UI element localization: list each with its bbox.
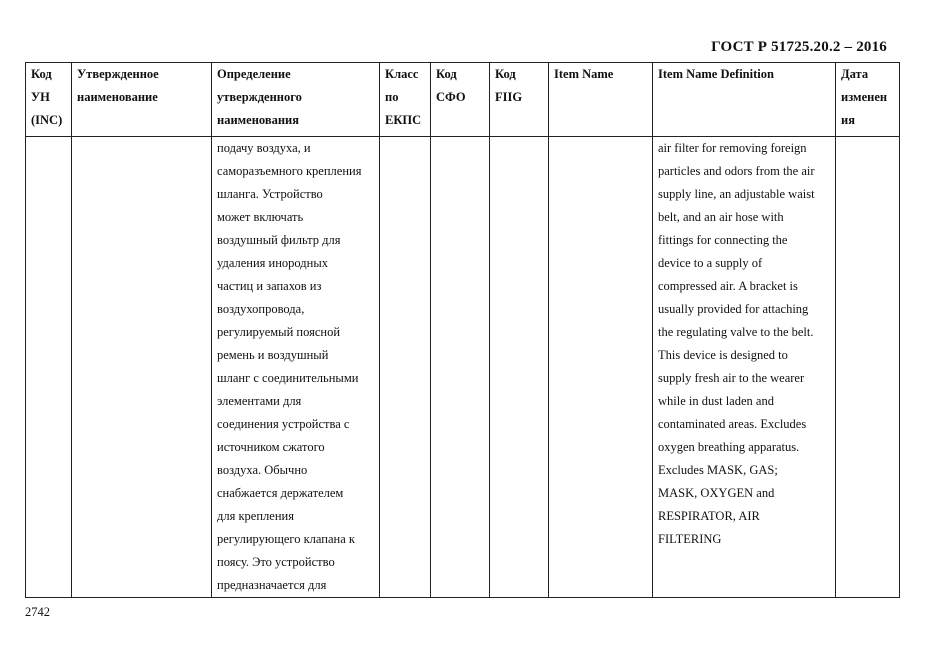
definition-line: соединения устройства с — [217, 417, 350, 431]
definition-line: air filter for removing foreign — [658, 141, 807, 155]
definition-line: поясу. Это устройство — [217, 555, 335, 569]
definition-line: MASK, OXYGEN and — [658, 486, 775, 500]
definition-line: oxygen breathing apparatus. — [658, 440, 800, 454]
definition-line: belt, and an air hose with — [658, 210, 784, 224]
definition-line: while in dust laden and — [658, 394, 774, 408]
cell-item-name — [549, 137, 653, 598]
header-item-name: Item Name — [549, 63, 653, 137]
definition-line: воздуха. Обычно — [217, 463, 308, 477]
cell-ekps-class — [380, 137, 431, 598]
definition-line: удаления инородных — [217, 256, 328, 270]
cell-sfo-code — [431, 137, 490, 598]
definition-line: подачу воздуха, и — [217, 141, 311, 155]
definition-line: воздухопровода, — [217, 302, 305, 316]
definition-line: саморазъемного крепления — [217, 164, 362, 178]
header-item-name-definition: Item Name Definition — [653, 63, 836, 137]
cell-definition-en — [653, 137, 836, 598]
definition-line: fittings for connecting the — [658, 233, 788, 247]
definition-line: RESPIRATOR, AIR — [658, 509, 760, 523]
definition-line: элементами для — [217, 394, 302, 408]
header-ekps-class: Класс по ЕКПС — [380, 63, 431, 137]
definition-line: particles and odors from the air — [658, 164, 815, 178]
definition-line: источником сжатого — [217, 440, 325, 454]
definition-line: usually provided for attaching — [658, 302, 809, 316]
catalog-table — [25, 62, 900, 598]
header-change-date: Дата изменен ия — [836, 63, 900, 137]
definition-line: шланга. Устройство — [217, 187, 323, 201]
definition-line: для крепления — [217, 509, 294, 523]
definition-line: воздушный фильтр для — [217, 233, 341, 247]
cell-change-date — [836, 137, 900, 598]
cell-definition-ru — [212, 137, 380, 598]
definition-line: предназначается для — [217, 578, 327, 592]
definition-line: supply line, an adjustable waist — [658, 187, 815, 201]
definition-line: the regulating valve to the belt. — [658, 325, 814, 339]
table-header-row — [26, 63, 900, 137]
cell-approved-name — [72, 137, 212, 598]
definition-line: снабжается держателем — [217, 486, 344, 500]
document-standard-header: ГОСТ Р 51725.20.2 – 2016 — [711, 39, 887, 55]
definition-line: compressed air. A bracket is — [658, 279, 798, 293]
cell-fiig-code — [490, 137, 549, 598]
definition-line: регулируемый поясной — [217, 325, 341, 339]
definition-line: регулирующего клапана к — [217, 532, 355, 546]
cell-inc-code — [26, 137, 72, 598]
definition-line: supply fresh air to the wearer — [658, 371, 805, 385]
definition-line: может включать — [217, 210, 304, 224]
definition-line: FILTERING — [658, 532, 722, 546]
definition-line: This device is designed to — [658, 348, 788, 362]
header-name-definition-ru: Определение утвержденного наименования — [212, 63, 380, 137]
definition-line: частиц и запахов из — [217, 279, 322, 293]
definition-line: ремень и воздушный — [217, 348, 329, 362]
definition-line: Excludes MASK, GAS; — [658, 463, 778, 477]
page-number: 2742 — [25, 605, 50, 619]
header-approved-name: Утвержденное наименование — [72, 63, 212, 137]
header-inc-code: Код УН (INC) — [26, 63, 72, 137]
definition-line: device to a supply of — [658, 256, 763, 270]
definition-line: шланг с соединительными — [217, 371, 359, 385]
definition-line: contaminated areas. Excludes — [658, 417, 807, 431]
table-row — [26, 137, 900, 598]
header-sfo-code: Код СФО — [431, 63, 490, 137]
header-fiig-code: Код FIIG — [490, 63, 549, 137]
